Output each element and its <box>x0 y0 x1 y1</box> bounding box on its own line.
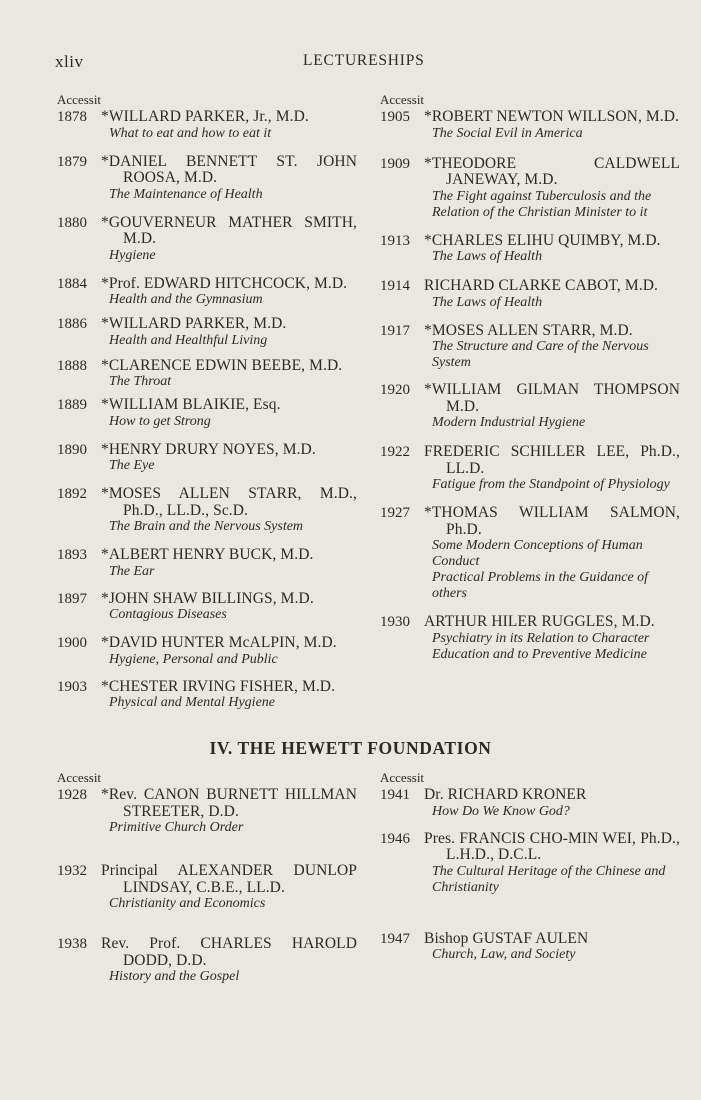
entry-year: 1878 <box>57 109 87 125</box>
lecture-entry <box>380 156 680 221</box>
column-label: Accessit <box>57 92 102 107</box>
column-label: Accessit <box>57 770 102 785</box>
lecture-entry <box>57 215 357 264</box>
entry-body <box>424 156 680 221</box>
entry-body <box>424 444 680 493</box>
lecture-entry <box>57 863 357 912</box>
entry-year: 1938 <box>57 936 87 952</box>
lecturer-name: *DAVID HUNTER McALPIN, M.D. <box>101 634 337 651</box>
lecture-title: The Fight against Tuberculosis and the Relation of the Christian Minister to it <box>432 188 652 220</box>
lecturer-name: *JOHN SHAW BILLINGS, M.D. <box>101 589 314 607</box>
lecture-title: Health and Healthful Living <box>109 332 268 348</box>
lecture-title: Primitive Church Order <box>109 820 244 835</box>
column-lower-left <box>57 770 357 985</box>
section-heading: IV. THE HEWETT FOUNDATION <box>209 738 492 758</box>
lecture-title: The Brain and the Nervous System <box>109 519 304 534</box>
column-label: Accessit <box>380 92 425 107</box>
entry-year: 1930 <box>380 614 410 630</box>
lecture-title: How to get Strong <box>109 413 211 429</box>
lecture-title: Hygiene <box>109 247 156 263</box>
lecture-entry <box>380 444 680 493</box>
lecture-title: Christianity and Economics <box>109 896 266 911</box>
entry-body <box>424 931 680 964</box>
entry-body <box>424 787 680 820</box>
lecture-entry <box>380 931 680 964</box>
lecturer-name: *GOUVERNEUR MATHER SMITH, M.D. <box>101 213 357 247</box>
lecture-title: Church, Law, and Society <box>432 947 576 962</box>
lecture-entry <box>57 154 357 203</box>
entry-body <box>101 679 357 712</box>
entry-body <box>101 358 357 391</box>
lecture-entry <box>57 316 357 349</box>
lecturer-name: *WILLIAM GILMAN THOMPSON M.D. <box>424 381 680 415</box>
entry-body <box>424 233 680 266</box>
lecture-title: Contagious Diseases <box>109 607 227 622</box>
entry-year: 1893 <box>57 547 87 563</box>
lecture-title: Physical and Mental Hygiene <box>109 695 276 710</box>
lecturer-name: Dr. RICHARD KRONER <box>424 786 587 803</box>
lecture-entry <box>57 635 357 668</box>
lecturer-name: *Prof. EDWARD HITCHCOCK, M.D. <box>101 274 348 292</box>
entry-year: 1920 <box>380 382 410 398</box>
lecturer-name: ARTHUR HILER RUGGLES, M.D. <box>424 613 655 630</box>
entry-year: 1913 <box>380 232 410 249</box>
lecture-title: The Maintenance of Health <box>109 186 263 202</box>
column-lower-right <box>380 770 680 963</box>
entry-year: 1909 <box>380 155 410 172</box>
lecturer-name: *CLARENCE EDWIN BEEBE, M.D. <box>101 356 343 374</box>
lecture-title: Practical Problems in the Guidance of others <box>432 570 649 601</box>
lecture-entry <box>57 486 357 535</box>
lecture-entry <box>57 276 357 309</box>
entry-year: 1880 <box>57 214 87 231</box>
lecture-entry <box>57 591 357 624</box>
entry-year: 1884 <box>57 275 87 292</box>
lecturer-name: *WILLARD PARKER, M.D. <box>101 315 287 332</box>
lecture-entry <box>380 233 680 266</box>
entry-year: 1892 <box>57 486 87 502</box>
entry-year: 1917 <box>380 322 410 339</box>
entry-body <box>101 936 357 985</box>
entry-year: 1886 <box>57 316 87 332</box>
lecture-title: The Structure and Care of the Nervous System <box>432 339 649 370</box>
lecture-title: History and the Gospel <box>109 969 240 984</box>
lecturer-name: *ALBERT HENRY BUCK, M.D. <box>101 546 314 563</box>
lecture-title: The Laws of Health <box>432 249 543 264</box>
lecture-entry <box>57 679 357 712</box>
entry-body <box>101 863 357 912</box>
page-number: xliv <box>55 52 84 71</box>
lecture-title: What to eat and how to eat it <box>109 125 272 141</box>
entry-body <box>101 547 357 580</box>
entry-body <box>101 276 357 309</box>
lecture-title: How Do We Know God? <box>432 803 570 819</box>
entry-body <box>101 109 357 142</box>
lecture-entry <box>57 442 357 475</box>
entry-year: 1946 <box>380 830 410 847</box>
lecturer-name: *THOMAS WILLIAM SALMON, Ph.D. <box>424 504 680 538</box>
entry-body <box>424 831 680 896</box>
running-title: LECTURESHIPS <box>303 52 425 69</box>
lecturer-name: *DANIEL BENNETT ST. JOHN ROOSA, M.D. <box>101 152 357 186</box>
entry-year: 1905 <box>380 109 410 125</box>
lecture-title: The Ear <box>109 563 155 579</box>
entry-body <box>101 215 357 264</box>
lecturer-name: Rev. Prof. CHARLES HAROLD DODD, D.D. <box>101 935 357 969</box>
lecturer-name: *WILLARD PARKER, Jr., M.D. <box>101 108 309 125</box>
entry-body <box>424 109 680 142</box>
lecture-title: Some Modern Conceptions of Human Conduct <box>432 538 643 569</box>
lecturer-name: Bishop GUSTAF AULEN <box>424 929 589 947</box>
entry-body <box>424 323 680 372</box>
lecture-entry <box>57 358 357 391</box>
lecturer-name: Principal ALEXANDER DUNLOP LINDSAY, C.B.E., LL.D. <box>101 862 357 896</box>
lecturer-name: *WILLIAM BLAIKIE, Esq. <box>101 396 281 413</box>
entry-body <box>101 397 357 430</box>
lecture-entry <box>380 787 680 820</box>
column-upper-left <box>57 92 357 711</box>
lecture-entry <box>380 614 680 663</box>
lecture-entry <box>57 936 357 985</box>
lecture-entry <box>380 323 680 372</box>
entry-year: 1890 <box>57 441 87 458</box>
lecture-entry <box>380 831 680 896</box>
lecture-entry <box>380 505 680 602</box>
lecturer-name: *MOSES ALLEN STARR, M.D., Ph.D., LL.D., Sc.D. <box>101 485 357 519</box>
entry-year: 1903 <box>57 678 87 695</box>
lecturer-name: FREDERIC SCHILLER LEE, Ph.D., LL.D. <box>424 443 680 477</box>
lecture-entry <box>57 397 357 430</box>
lecture-entry <box>380 109 680 142</box>
lecture-title: Health and the Gymnasium <box>109 292 263 307</box>
entry-year: 1914 <box>380 278 410 294</box>
entry-body <box>424 614 680 663</box>
entry-year: 1897 <box>57 590 87 607</box>
entry-body <box>424 505 680 602</box>
entry-body <box>101 591 357 624</box>
lecture-title: Fatigue from the Standpoint of Physiology <box>432 477 670 492</box>
lecturer-name: *THEODORE CALDWELL JANEWAY, M.D. <box>424 154 680 188</box>
entry-year: 1927 <box>380 505 410 521</box>
entry-body <box>101 316 357 349</box>
page-header <box>55 52 655 74</box>
lecture-entry <box>380 278 680 311</box>
entry-year: 1879 <box>57 153 87 170</box>
entry-body <box>101 486 357 535</box>
entry-year: 1941 <box>380 787 410 803</box>
lecturer-name: Pres. FRANCIS CHO-MIN WEI, Ph.D., L.H.D., D.C.L. <box>424 829 680 863</box>
lecture-title: The Social Evil in America <box>432 125 583 141</box>
lecture-title: Hygiene, Personal and Public <box>109 651 278 667</box>
lecture-title: The Laws of Health <box>432 294 543 310</box>
column-label: Accessit <box>380 770 425 785</box>
entry-body <box>424 382 680 431</box>
lecture-entry <box>57 109 357 142</box>
lecture-title: Modern Industrial Hygiene <box>432 415 586 430</box>
entry-body <box>101 635 357 668</box>
entry-body <box>101 442 357 475</box>
lecturer-name: *CHARLES ELIHU QUIMBY, M.D. <box>424 231 661 249</box>
entry-body <box>424 278 680 311</box>
entry-year: 1922 <box>380 444 410 460</box>
entry-year: 1888 <box>57 357 87 374</box>
entry-body <box>101 787 357 836</box>
entry-year: 1928 <box>57 787 87 803</box>
lecture-title: The Throat <box>109 374 172 389</box>
lecturer-name: RICHARD CLARKE CABOT, M.D. <box>424 277 658 294</box>
column-upper-right <box>380 92 680 663</box>
entry-year: 1889 <box>57 397 87 413</box>
lecture-title: The Cultural Heritage of the Chinese and Christianity <box>432 863 666 895</box>
lecture-title: Psychiatry in its Relation to Character Education and to Preventive Medicine <box>432 630 650 662</box>
entry-body <box>101 154 357 203</box>
lecture-title: The Eye <box>109 458 155 473</box>
entry-year: 1947 <box>380 930 410 947</box>
lecturer-name: *ROBERT NEWTON WILLSON, M.D. <box>424 108 680 125</box>
lecturer-name: *Rev. CANON BURNETT HILLMAN STREETER, D.D. <box>101 786 357 820</box>
lecture-entry <box>57 787 357 836</box>
lecturer-name: *CHESTER IRVING FISHER, M.D. <box>101 677 336 695</box>
lecturer-name: *MOSES ALLEN STARR, M.D. <box>424 321 633 339</box>
entry-year: 1932 <box>57 863 87 879</box>
lecturer-name: *HENRY DRURY NOYES, M.D. <box>101 440 316 458</box>
entry-year: 1900 <box>57 635 87 651</box>
lecture-entry <box>380 382 680 431</box>
lecture-entry <box>57 547 357 580</box>
